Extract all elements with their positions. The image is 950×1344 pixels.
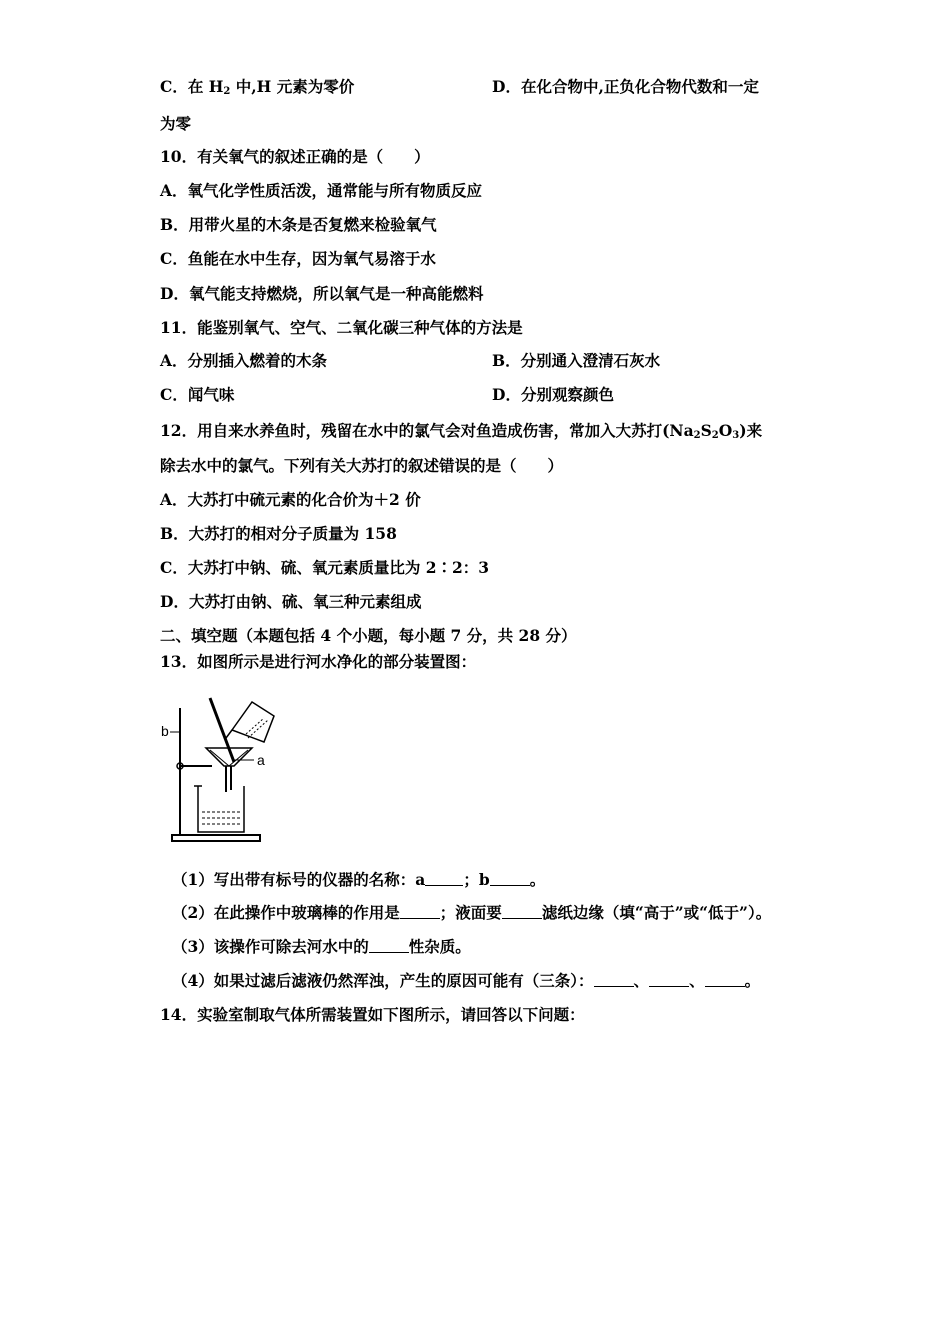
q10-option-c: C．鱼能在水中生存，因为氧气易溶于水 bbox=[160, 249, 436, 268]
filtration-apparatus-figure bbox=[160, 690, 290, 850]
q11-option-b: B．分别通入澄清石灰水 bbox=[492, 351, 661, 370]
q12-option-a: A．大苏打中硫元素的化合价为＋2 价 bbox=[160, 490, 421, 509]
q12-option-d: D．大苏打由钠、硫、氧三种元素组成 bbox=[160, 592, 422, 611]
q13-part4: （4）如果过滤后滤液仍然浑浊，产生的原因可能有（三条）： 、 、 。 bbox=[172, 971, 761, 990]
answer-blank-reason-3[interactable] bbox=[705, 972, 745, 987]
answer-blank-b[interactable] bbox=[490, 871, 530, 886]
label-b: b bbox=[161, 723, 169, 739]
section2-heading: 二、填空题（本题包括 4 个小题，每小题 7 分，共 28 分） bbox=[160, 626, 577, 645]
q9-option-c: C．在 $H_2$ 中,H 元素为零价 bbox=[160, 77, 355, 97]
q9-option-d-line1: D．在化合物中,正负化合物代数和一定 bbox=[492, 77, 759, 96]
q12-option-c: C．大苏打中钠、硫、氧元素质量比为 2∶2：3 bbox=[160, 558, 490, 577]
q12-stem-line1: 12．用自来水养鱼时，残留在水中的氯气会对鱼造成伤害，常加入大苏打$(Na_2S_2O_3)$来 bbox=[160, 421, 763, 441]
pouring-spout-stream bbox=[226, 730, 232, 738]
q13-part2: （2）在此操作中玻璃棒的作用是 ；液面要 滤纸边缘（填“高于”或“低于”）。 bbox=[172, 903, 772, 922]
q14-stem: 14．实验室制取气体所需装置如下图所示，请回答以下问题： bbox=[160, 1005, 585, 1024]
pouring-beaker bbox=[232, 702, 274, 742]
answer-blank-impurity[interactable] bbox=[369, 938, 409, 953]
q13-part1: （1）写出带有标号的仪器的名称：a ；b 。 bbox=[172, 870, 546, 889]
q11-option-c: C．闻气味 bbox=[160, 385, 235, 404]
answer-blank-liquid-level[interactable] bbox=[502, 904, 542, 919]
answer-blank-a[interactable] bbox=[425, 871, 463, 886]
answer-blank-reason-1[interactable] bbox=[594, 972, 634, 987]
label-a: a bbox=[257, 752, 265, 768]
q10-stem: 10．有关氧气的叙述正确的是（ ） bbox=[160, 147, 430, 166]
q10-option-a: A．氧气化学性质活泼，通常能与所有物质反应 bbox=[160, 181, 483, 200]
q12-stem-line2: 除去水中的氯气。下列有关大苏打的叙述错误的是（ ） bbox=[160, 456, 564, 475]
q13-part3: （3）该操作可除去河水中的 性杂质。 bbox=[172, 937, 471, 956]
q10-option-d: D．氧气能支持燃烧，所以氧气是一种高能燃料 bbox=[160, 284, 484, 303]
stand-base bbox=[172, 835, 260, 841]
q13-stem: 13．如图所示是进行河水净化的部分装置图： bbox=[160, 652, 477, 671]
q11-stem: 11．能鉴别氧气、空气、二氧化碳三种气体的方法是 bbox=[160, 318, 523, 337]
q12-option-b: B．大苏打的相对分子质量为 158 bbox=[160, 524, 397, 543]
answer-blank-reason-2[interactable] bbox=[649, 972, 689, 987]
q9-option-d-line2: 为零 bbox=[160, 114, 192, 133]
receiving-beaker bbox=[198, 786, 244, 832]
answer-blank-rod-role[interactable] bbox=[400, 904, 440, 919]
q10-option-b: B．用带火星的木条是否复燃来检验氧气 bbox=[160, 215, 437, 234]
q11-option-d: D．分别观察颜色 bbox=[492, 385, 614, 404]
q11-option-a: A．分别插入燃着的木条 bbox=[160, 351, 328, 370]
